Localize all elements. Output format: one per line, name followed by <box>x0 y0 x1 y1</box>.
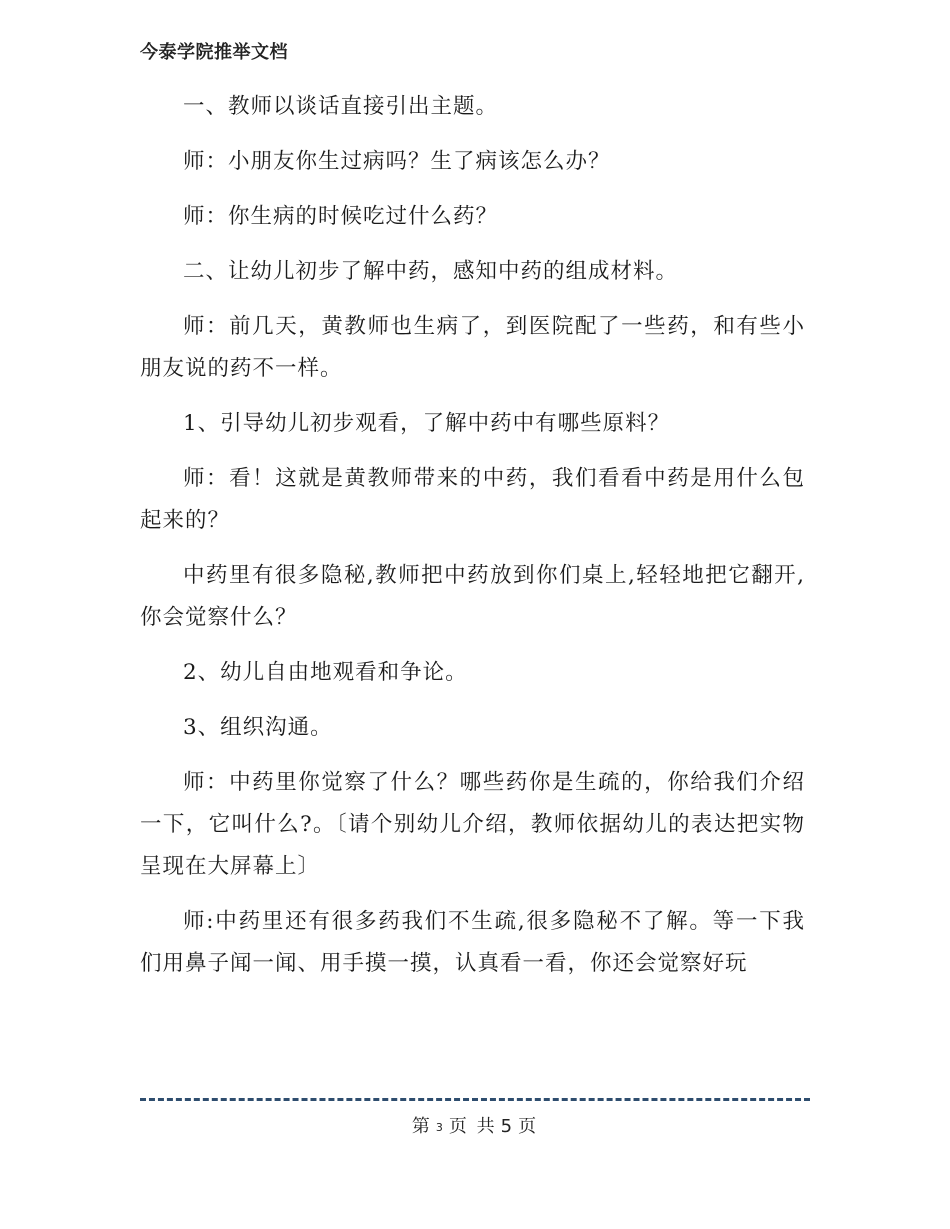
current-page-number: 3 <box>435 1120 445 1134</box>
footer-divider <box>140 1098 810 1101</box>
paragraph: 2、幼儿自由地观看和争论。 <box>183 660 468 685</box>
page-prefix: 第 <box>411 1116 432 1137</box>
paragraph: 师:中药里还有很多药我们不生疏,很多隐秘不了解。等一下我们用鼻子闻一闻、用手摸一摸，认真看一看，你还会觉察好玩 <box>140 909 805 976</box>
paragraph: 师：中药里你觉察了什么？哪些药你是生疏的，你给我们介绍一下，它叫什么?。〔请个别幼儿介绍，教师依据幼儿的表达把实物呈现在大屏幕上〕 <box>140 770 805 879</box>
paragraph: 师：看！这就是黄教师带来的中药，我们看看中药是用什么包起来的？ <box>140 466 805 533</box>
total-page-number: 5 <box>500 1116 515 1137</box>
paragraph: 师：前几天，黄教师也生病了，到医院配了一些药，和有些小朋友说的药不一样。 <box>140 314 805 381</box>
document-body <box>140 86 805 985</box>
document-header: 今泰学院推举文档 <box>140 42 288 63</box>
paragraph: 1、引导幼儿初步观看，了解中药中有哪些原料？ <box>183 411 671 436</box>
paragraph: 中药里有很多隐秘,教师把中药放到你们桌上,轻轻地把它翻开,你会觉察什么？ <box>140 563 805 630</box>
paragraph: 3、组织沟通。 <box>183 715 333 740</box>
paragraph: 一、教师以谈话直接引出主题。 <box>183 94 499 119</box>
page-number-footer <box>0 1112 950 1138</box>
paragraph: 二、让幼儿初步了解中药，感知中药的组成材料。 <box>183 259 679 284</box>
page-middle-text: 页 共 <box>448 1116 497 1137</box>
page-suffix: 页 <box>518 1116 539 1137</box>
paragraph: 师：你生病的时候吃过什么药？ <box>183 204 499 229</box>
paragraph: 师：小朋友你生过病吗？生了病该怎么办？ <box>183 149 611 174</box>
